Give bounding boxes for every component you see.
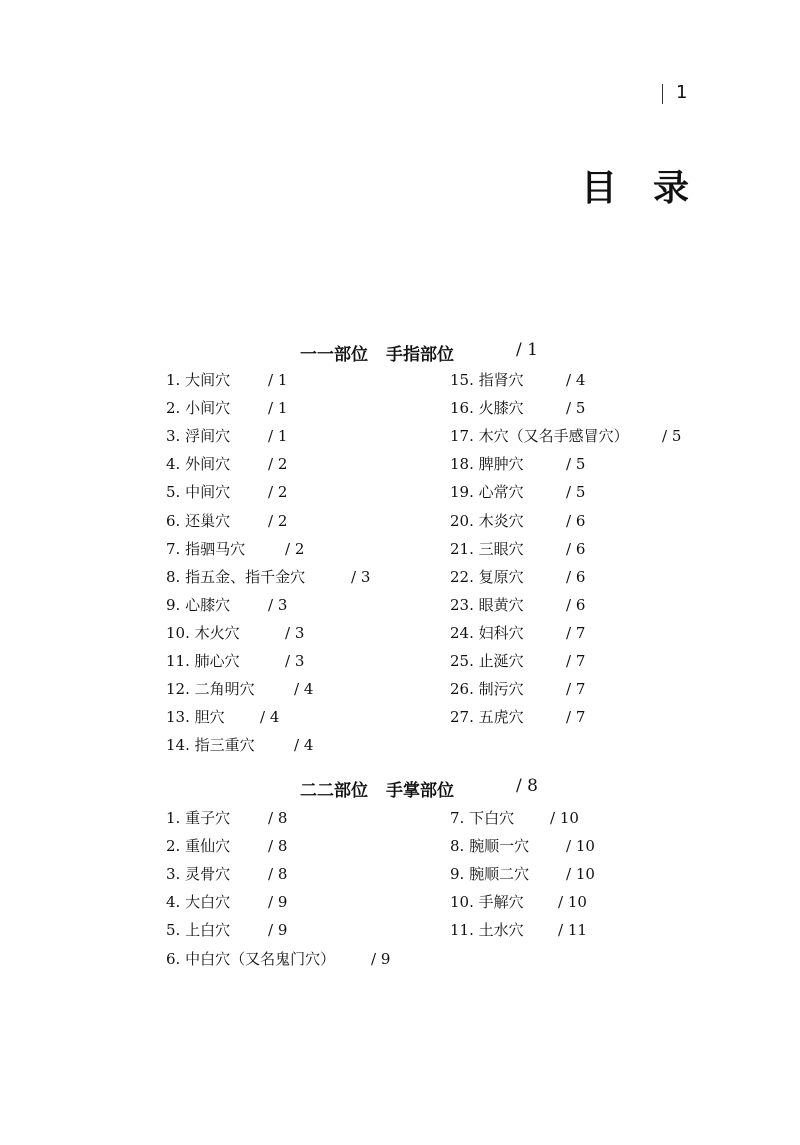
toc-entry[interactable] — [450, 426, 682, 446]
toc-entry-page: / 2 — [285, 540, 305, 558]
toc-entry[interactable] — [166, 398, 288, 418]
toc-entry-page: / 2 — [268, 483, 288, 501]
toc-entry-page: / 8 — [268, 809, 288, 827]
toc-entry[interactable] — [166, 567, 371, 587]
toc-entry-label: 21. 三眼穴 — [450, 540, 524, 558]
page-number-divider — [662, 84, 663, 104]
toc-entry-page: / 6 — [566, 596, 586, 614]
toc-entry-page: / 9 — [268, 921, 288, 939]
toc-entry-page: / 9 — [371, 950, 391, 968]
toc-entry[interactable] — [450, 595, 586, 615]
toc-entry[interactable] — [450, 398, 586, 418]
toc-entry-page: / 5 — [662, 427, 682, 445]
toc-entry-page: / 3 — [351, 568, 371, 586]
toc-entry-page: / 6 — [566, 512, 586, 530]
section-heading — [300, 340, 454, 365]
toc-entry-label: 3. 浮间穴 — [166, 427, 231, 445]
toc-entry-label: 8. 指五金、指千金穴 — [166, 568, 306, 586]
toc-entry-label: 2. 小间穴 — [166, 399, 231, 417]
toc-entry-label: 4. 外间穴 — [166, 455, 231, 473]
toc-entry[interactable] — [450, 370, 586, 390]
toc-entry[interactable] — [450, 892, 587, 912]
toc-entry-page: / 4 — [294, 736, 314, 754]
toc-entry-label: 22. 复原穴 — [450, 568, 524, 586]
toc-title: 目录 — [581, 167, 726, 209]
toc-entry[interactable] — [450, 808, 579, 828]
toc-entry-page: / 10 — [566, 837, 595, 855]
toc-entry-page: / 5 — [566, 455, 586, 473]
toc-entry-label: 17. 木穴（又名手感冒穴） — [450, 427, 629, 445]
toc-entry[interactable] — [166, 892, 288, 912]
toc-entry[interactable] — [450, 920, 587, 940]
toc-entry-label: 13. 胆穴 — [166, 708, 225, 726]
toc-entry-page: / 4 — [294, 680, 314, 698]
toc-entry-label: 6. 中白穴（又名鬼门穴） — [166, 950, 336, 968]
toc-entry-label: 11. 土水穴 — [450, 921, 524, 939]
toc-entry-label: 19. 心常穴 — [450, 483, 524, 501]
toc-entry[interactable] — [166, 679, 314, 699]
toc-entry[interactable] — [166, 864, 288, 884]
toc-entry-label: 3. 灵骨穴 — [166, 865, 231, 883]
toc-entry-label: 5. 上白穴 — [166, 921, 231, 939]
toc-entry[interactable] — [166, 735, 314, 755]
toc-entry[interactable] — [450, 482, 586, 502]
toc-entry-label: 5. 中间穴 — [166, 483, 231, 501]
toc-entry[interactable] — [450, 539, 586, 559]
toc-entry-label: 10. 木火穴 — [166, 624, 240, 642]
toc-entry-label: 15. 指肾穴 — [450, 371, 524, 389]
toc-entry-label: 4. 大白穴 — [166, 893, 231, 911]
toc-entry-label: 25. 止涎穴 — [450, 652, 524, 670]
toc-entry[interactable] — [450, 864, 595, 884]
toc-entry[interactable] — [166, 454, 288, 474]
toc-entry-page: / 10 — [550, 809, 579, 827]
toc-entry-page: / 2 — [268, 455, 288, 473]
toc-entry[interactable] — [450, 679, 586, 699]
toc-entry[interactable] — [166, 651, 305, 671]
toc-entry-page: / 7 — [566, 652, 586, 670]
toc-entry[interactable] — [450, 707, 586, 727]
toc-entry-page: / 5 — [566, 483, 586, 501]
toc-entry-label: 7. 指驷马穴 — [166, 540, 246, 558]
toc-entry-label: 1. 重子穴 — [166, 809, 231, 827]
toc-entry-label: 16. 火膝穴 — [450, 399, 524, 417]
toc-entry-label: 7. 下白穴 — [450, 809, 515, 827]
section-heading — [300, 776, 454, 801]
toc-entry-page: / 9 — [268, 893, 288, 911]
toc-entry[interactable] — [166, 808, 288, 828]
toc-entry-page: / 10 — [558, 893, 587, 911]
toc-entry[interactable] — [166, 595, 288, 615]
toc-entry-label: 6. 还巢穴 — [166, 512, 231, 530]
toc-entry[interactable] — [450, 651, 586, 671]
toc-entry[interactable] — [450, 454, 586, 474]
toc-entry-page: / 6 — [566, 540, 586, 558]
toc-entry-page: / 8 — [268, 865, 288, 883]
toc-entry-label: 26. 制污穴 — [450, 680, 524, 698]
toc-entry-label: 1. 大间穴 — [166, 371, 231, 389]
toc-entry[interactable] — [166, 623, 305, 643]
toc-entry[interactable] — [166, 949, 391, 969]
toc-entry[interactable] — [166, 511, 288, 531]
toc-entry[interactable] — [166, 370, 288, 390]
toc-entry-label: 20. 木炎穴 — [450, 512, 524, 530]
section-heading-name: 手指部位 — [386, 345, 454, 365]
section-page-ref: / 8 — [516, 776, 538, 796]
toc-entry-page: / 8 — [268, 837, 288, 855]
toc-entry-page: / 1 — [268, 427, 288, 445]
toc-entry-label: 23. 眼黄穴 — [450, 596, 524, 614]
toc-entry[interactable] — [450, 567, 586, 587]
toc-entry[interactable] — [166, 836, 288, 856]
toc-entry-label: 27. 五虎穴 — [450, 708, 524, 726]
toc-entry-label: 8. 腕顺一穴 — [450, 837, 530, 855]
toc-entry-page: / 3 — [268, 596, 288, 614]
toc-entry-label: 24. 妇科穴 — [450, 624, 524, 642]
toc-entry[interactable] — [166, 539, 305, 559]
toc-entry-page: / 5 — [566, 399, 586, 417]
section-page-ref: / 1 — [516, 340, 538, 360]
toc-entry-label: 14. 指三重穴 — [166, 736, 255, 754]
toc-entry[interactable] — [166, 920, 288, 940]
toc-entry-page: / 10 — [566, 865, 595, 883]
toc-entry-label: 9. 腕顺二穴 — [450, 865, 530, 883]
toc-entry-page: / 6 — [566, 568, 586, 586]
toc-entry[interactable] — [166, 707, 280, 727]
toc-entry[interactable] — [450, 511, 586, 531]
toc-entry-page: / 7 — [566, 708, 586, 726]
toc-entry-label: 18. 脾肿穴 — [450, 455, 524, 473]
toc-entry[interactable] — [450, 623, 586, 643]
toc-entry-label: 2. 重仙穴 — [166, 837, 231, 855]
toc-entry-page: / 4 — [260, 708, 280, 726]
toc-entry-label: 11. 肺心穴 — [166, 652, 240, 670]
toc-entry-label: 12. 二角明穴 — [166, 680, 255, 698]
page-number: 1 — [676, 82, 688, 103]
toc-entry[interactable] — [450, 836, 595, 856]
toc-entry-page: / 11 — [558, 921, 587, 939]
section-heading-name: 手掌部位 — [386, 781, 454, 801]
toc-entry-label: 9. 心膝穴 — [166, 596, 231, 614]
toc-entry-page: / 4 — [566, 371, 586, 389]
toc-entry-page: / 7 — [566, 680, 586, 698]
toc-entry-page: / 2 — [268, 512, 288, 530]
toc-entry-page: / 1 — [268, 371, 288, 389]
toc-entry-label: 10. 手解穴 — [450, 893, 524, 911]
toc-entry-page: / 3 — [285, 652, 305, 670]
toc-entry-page: / 1 — [268, 399, 288, 417]
toc-entry-page: / 3 — [285, 624, 305, 642]
section-heading-part: 一一部位 — [300, 345, 368, 365]
section-heading-part: 二二部位 — [300, 781, 368, 801]
toc-entry-page: / 7 — [566, 624, 586, 642]
toc-entry[interactable] — [166, 426, 288, 446]
toc-entry[interactable] — [166, 482, 288, 502]
